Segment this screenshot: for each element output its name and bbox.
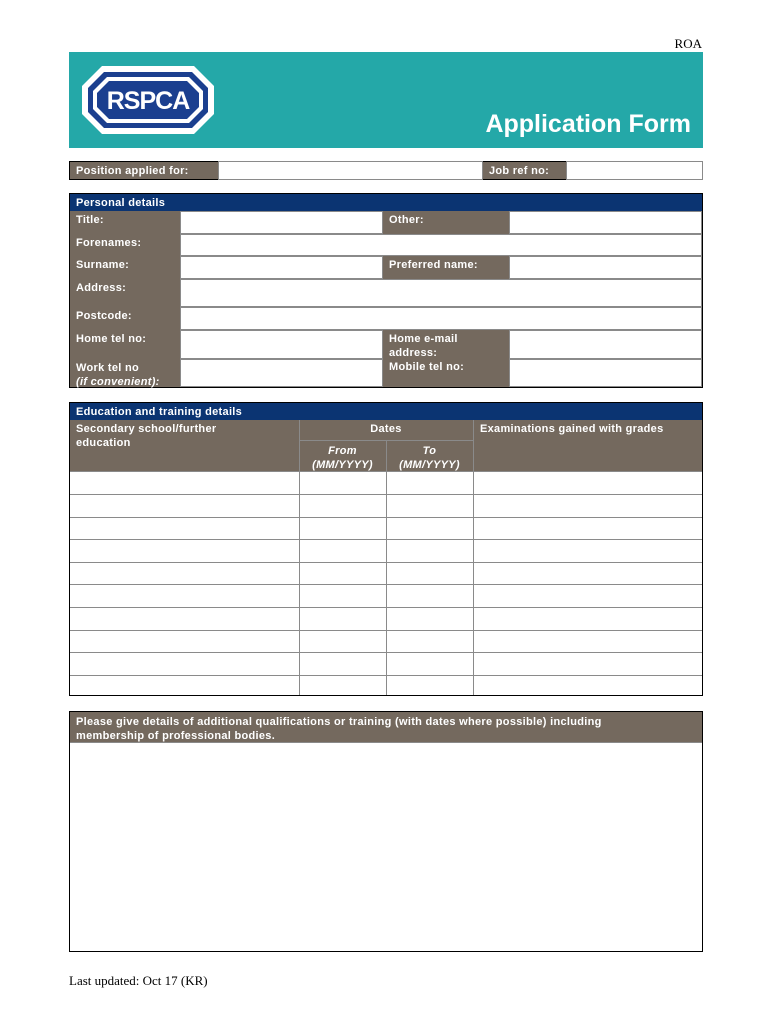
home-tel-input[interactable] <box>180 330 383 359</box>
work-tel-input[interactable] <box>180 359 383 387</box>
additional-qualifications-input[interactable] <box>70 742 702 951</box>
personal-details-heading <box>70 194 702 211</box>
personal-details-section <box>69 193 703 388</box>
address-label: Address: <box>76 282 127 294</box>
additional-qualifications-section <box>69 711 703 952</box>
home-tel-label: Home tel no: <box>76 333 147 345</box>
education-heading <box>70 403 702 420</box>
surname-input[interactable] <box>180 256 383 279</box>
postcode-label: Postcode: <box>76 310 132 322</box>
postcode-input[interactable] <box>180 307 702 330</box>
other-label: Other: <box>389 214 424 226</box>
title-label: Title: <box>76 214 104 226</box>
home-email-label: Home e-mail <box>389 333 458 345</box>
education-title: Education and training details <box>76 406 243 418</box>
school-col-label-2: education <box>76 437 131 449</box>
job-ref-label: Job ref no: <box>489 165 550 177</box>
position-input[interactable] <box>218 161 483 180</box>
preferred-label-cell <box>383 256 509 279</box>
last-updated-footer: Last updated: Oct 17 (KR) <box>69 973 208 988</box>
from-col-format: (MM/YYYY) <box>312 459 373 471</box>
work-tel-note: (if convenient): <box>76 376 160 388</box>
additional-qualifications-prompt: Please give details of additional qualifications or training (with dates where possible) including <box>76 716 602 728</box>
home-email-label-2: address: <box>389 347 438 359</box>
school-col-label: Secondary school/further <box>76 423 217 435</box>
mobile-label: Mobile tel no: <box>389 361 465 373</box>
title-input[interactable] <box>180 211 383 234</box>
additional-qualifications-heading <box>70 712 702 742</box>
dates-col-label: Dates <box>370 423 402 435</box>
education-section <box>69 402 703 696</box>
header-banner <box>69 52 703 148</box>
svg-text:RSPCA: RSPCA <box>106 87 190 115</box>
work-tel-label: Work tel no <box>76 362 139 374</box>
preferred-input[interactable] <box>509 256 702 279</box>
education-grid <box>70 420 702 695</box>
personal-left-labels <box>70 211 180 387</box>
personal-details-title: Personal details <box>76 197 166 209</box>
forenames-label: Forenames: <box>76 237 142 249</box>
job-ref-input[interactable] <box>566 161 703 180</box>
preferred-label: Preferred name: <box>389 259 478 271</box>
rspca-logo <box>82 66 214 134</box>
contact-labels-cell <box>383 330 509 387</box>
from-col-label: From <box>328 445 357 457</box>
mobile-input[interactable] <box>509 359 702 387</box>
other-label-cell <box>383 211 509 234</box>
document-code: ROA <box>674 36 702 51</box>
exams-col-label: Examinations gained with grades <box>480 423 664 435</box>
to-col-label: To <box>422 445 437 457</box>
to-col-format: (MM/YYYY) <box>399 459 460 471</box>
address-input[interactable] <box>180 279 702 307</box>
home-email-input[interactable] <box>509 330 702 359</box>
forenames-input[interactable] <box>180 234 702 256</box>
position-label: Position applied for: <box>76 165 189 177</box>
position-label-cell <box>70 162 218 179</box>
surname-label: Surname: <box>76 259 130 271</box>
other-input[interactable] <box>509 211 702 234</box>
position-row <box>69 161 703 180</box>
additional-qualifications-prompt-2: membership of professional bodies. <box>76 730 276 742</box>
page-title: Application Form <box>485 110 691 138</box>
job-ref-label-cell <box>483 162 566 179</box>
